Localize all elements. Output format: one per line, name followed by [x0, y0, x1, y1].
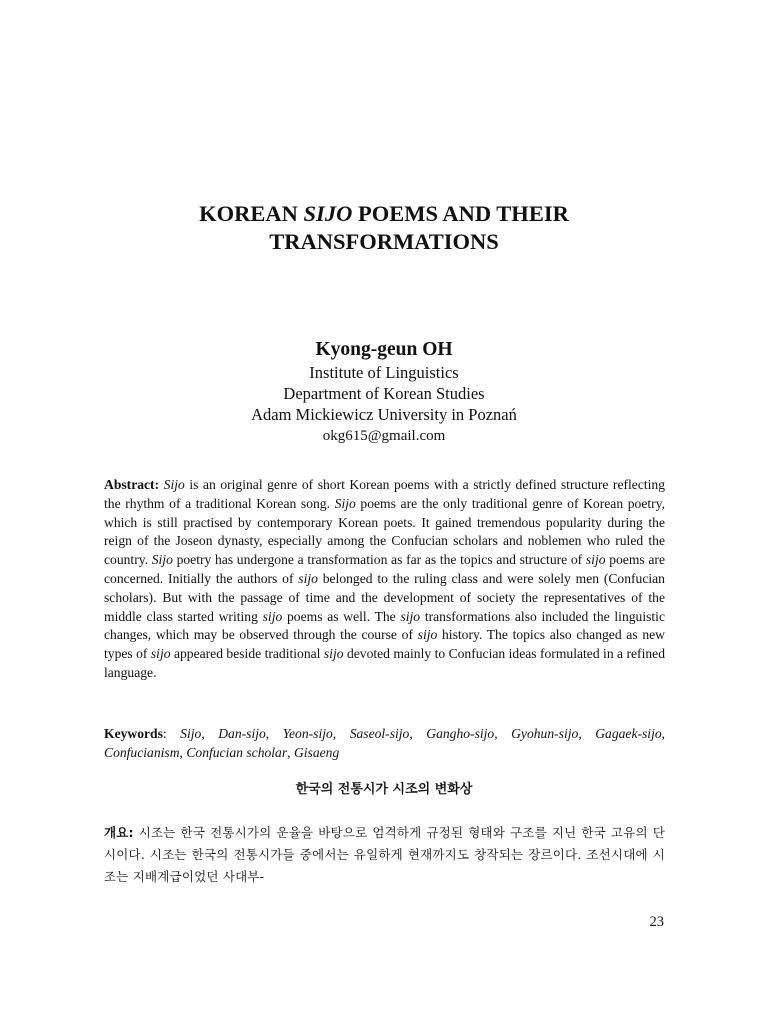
- italic-term: Yeon-sijo: [282, 726, 333, 741]
- text-run: ,: [201, 726, 219, 741]
- italic-term: Gyohun-sijo: [511, 726, 579, 741]
- korean-abstract-body: 시조는 한국 전통시가의 운율을 바탕으로 엄격하게 규정된 형태와 구조를 지닌 한국 고유의 단시이다. 시조는 한국의 전통시가들 중에서는 유일하게 현재까지도 창작되는 장르이다. 조선시대에 시조는 지배계급이었던 사대부-: [104, 825, 665, 884]
- abstract-body: [104, 477, 665, 680]
- title-line-1: [0, 200, 768, 228]
- korean-title: 한국의 전통시가 시조의 변화상: [295, 782, 473, 797]
- italic-term: Gisaeng: [293, 744, 340, 760]
- italic-term: Dan-sijo: [218, 726, 266, 741]
- author-block: [0, 338, 768, 446]
- text-run: ,: [494, 726, 512, 741]
- korean-abstract-label: 개요:: [104, 825, 134, 840]
- italic-term: Sijo: [334, 495, 356, 511]
- paper-title: [0, 200, 768, 256]
- italic-term: sijo: [417, 627, 438, 643]
- korean-abstract-paragraph: [104, 822, 665, 888]
- italic-term: sijo: [150, 646, 171, 662]
- italic-term: sijo: [298, 570, 318, 586]
- text-run: is an original genre of short Korean poems with a strictly defined structure reflecting the rhythm of a traditional Korean song.: [104, 477, 665, 511]
- text-run: ,: [661, 726, 666, 741]
- keywords-label: Keywords: [104, 726, 163, 741]
- page-number: 23: [649, 914, 664, 930]
- text-run: ,: [265, 726, 283, 741]
- affiliation-university: Adam Mickiewicz University in Poznań: [251, 405, 517, 424]
- author-email[interactable]: okg615@gmail.com: [322, 428, 446, 444]
- italic-term: Sijo: [180, 726, 202, 741]
- italic-term: Confucianism: [104, 744, 180, 760]
- keywords-body: [104, 726, 665, 760]
- italic-term: Gagaek-sijo: [595, 726, 662, 741]
- affiliation-department: Department of Korean Studies: [283, 384, 485, 403]
- title-italic-term: SIJO: [303, 201, 353, 226]
- italic-term: sijo: [400, 608, 421, 624]
- text-run: ,: [332, 726, 350, 741]
- text-run: belonged to the ruling class and were solely men (Confucian scholars). But with the passage of time and the development of society the representatives of the middle class started writing: [104, 570, 665, 624]
- italic-term: Sijo: [151, 552, 173, 568]
- text-run: ,: [179, 744, 187, 760]
- text-run: ,: [578, 726, 596, 741]
- italic-term: Sijo: [163, 477, 185, 492]
- text-run: poetry has undergone a transformation as far as the topics and structure of: [172, 552, 586, 568]
- italic-term: sijo: [262, 608, 283, 624]
- author-name: Kyong-geun OH: [315, 339, 453, 360]
- title-text: KOREAN: [199, 201, 304, 226]
- title-line-2: TRANSFORMATIONS: [269, 229, 499, 254]
- affiliation-institute: Institute of Linguistics: [309, 363, 459, 382]
- text-run: poems are the only traditional genre of Korean poetry, which is still practised by contemporary Korean poets. It gained tremendous popularity during the reign of the Joseon dynasty, especially among the Confucian scholars and noblemen who ruled the country.: [104, 495, 665, 568]
- italic-term: Gangho-sijo: [426, 726, 495, 741]
- text-run: devoted mainly to Confucian ideas formulated in a refined language.: [104, 646, 665, 680]
- text-run: poems are concerned. Initially the authors of: [104, 552, 665, 586]
- text-run: poems as well. The: [282, 608, 401, 624]
- italic-term: sijo: [585, 552, 606, 568]
- italic-term: sijo: [323, 646, 344, 662]
- text-run: :: [162, 726, 181, 741]
- abstract-label: Abstract:: [104, 477, 160, 492]
- title-text: POEMS AND THEIR: [352, 201, 569, 226]
- italic-term: Saseol-sijo: [349, 726, 410, 741]
- italic-term: Confucian scholar: [186, 744, 288, 760]
- text-run: transformations also included the linguistic changes, which may be observed through the course of: [104, 608, 665, 643]
- text-run: ,: [287, 744, 294, 760]
- keywords-paragraph: [104, 725, 665, 763]
- text-run: history. The topics also changed as new types of: [104, 627, 665, 662]
- text-run: ,: [409, 726, 427, 741]
- abstract-paragraph: [104, 476, 665, 683]
- text-run: appeared beside traditional: [170, 646, 324, 662]
